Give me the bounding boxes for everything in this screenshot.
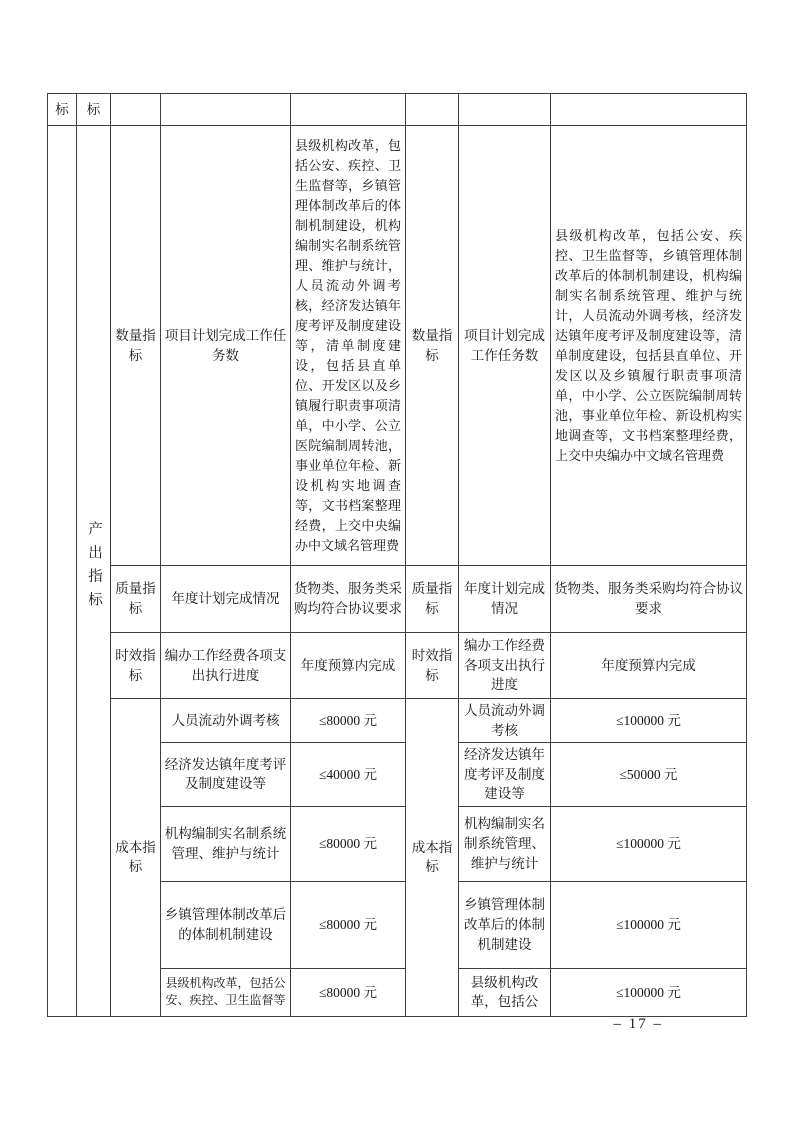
right-quantity-indicator-name: 项目计划完成工作任务数: [459, 126, 551, 566]
empty-header-cell: [111, 94, 161, 126]
left-timeliness-indicator-name: 编办工作经费各项支出执行进度: [161, 633, 291, 699]
right-cost-indicator-name-2: 经济发达镇年度考评及制度建设等: [459, 743, 551, 807]
left-cost-indicator-name-3: 机构编制实名制系统管理、维护与统计: [161, 806, 291, 881]
carryover-header-row: [48, 94, 747, 126]
right-category-cost: 成本指标: [406, 699, 459, 1017]
empty-header-cell: [291, 94, 406, 126]
empty-header-cell: [459, 94, 551, 126]
left-cost-indicator-target-2: ≤40000 元: [291, 743, 406, 807]
output-indicator-vertical-label: 产出指标: [86, 521, 102, 616]
left-cost-indicator-name-4: 乡镇管理体制改革后的体制机制建设: [161, 881, 291, 968]
left-quantity-indicator-target: 县级机构改革，包括公安、疾控、卫生监督等，乡镇管理体制改革后的体制机制建设，机构编制实名制系统管理、维护与统计，人员流动外调考核，经济发达镇年度考评及制度建设等，清单制度建设，包括县直单位、开发区以及乡镇履行职责事项清单，中小学、公立医院编制周转池，事业单位年检、新设机构实地调查等，文书档案整理经费，上交中央编办中文域名管理费: [291, 126, 406, 566]
left-category-quality: 质量指标: [111, 566, 161, 633]
left-quality-indicator-name: 年度计划完成情况: [161, 566, 291, 633]
quality-indicator-row: [48, 566, 747, 633]
performance-indicators-table: [47, 93, 747, 1017]
left-cost-indicator-target-3: ≤80000 元: [291, 806, 406, 881]
left-cost-indicator-target-4: ≤80000 元: [291, 881, 406, 968]
right-quality-indicator-name: 年度计划完成情况: [459, 566, 551, 633]
empty-left-spanner-cell: [48, 126, 77, 1017]
right-cost-indicator-target-3: ≤100000 元: [551, 806, 747, 881]
right-quality-indicator-target: 货物类、服务类采购均符合协议要求: [551, 566, 747, 633]
cost-indicator-row-1: [48, 699, 747, 743]
left-quality-indicator-target: 货物类、服务类采购均符合协议要求: [291, 566, 406, 633]
left-category-quantity: 数量指标: [111, 126, 161, 566]
left-category-timeliness: 时效指标: [111, 633, 161, 699]
right-cost-indicator-target-4: ≤100000 元: [551, 881, 747, 968]
right-category-quantity: 数量指标: [406, 126, 459, 566]
left-cost-indicator-name-2: 经济发达镇年度考评及制度建设等: [161, 743, 291, 807]
right-cost-indicator-name-1: 人员流动外调考核: [459, 699, 551, 743]
left-cost-indicator-name-5: 县级机构改革，包括公安、疾控、卫生监督等: [161, 968, 291, 1016]
right-timeliness-indicator-name: 编办工作经费各项支出执行进度: [459, 633, 551, 699]
page-number: – 17 –: [613, 1016, 663, 1032]
output-indicator-group-cell: [77, 126, 111, 1017]
left-quantity-indicator-name: 项目计划完成工作任务数: [161, 126, 291, 566]
right-cost-indicator-name-4: 乡镇管理体制改革后的体制机制建设: [459, 881, 551, 968]
carryover-header-right-stub: 标: [77, 94, 111, 126]
right-category-quality: 质量指标: [406, 566, 459, 633]
right-cost-indicator-name-3: 机构编制实名制系统管理、维护与统计: [459, 806, 551, 881]
right-quantity-indicator-target: 县级机构改革，包括公安、疾控、卫生监督等，乡镇管理体制改革后的体制机制建设，机构编制实名制系统管理、维护与统计，人员流动外调考核，经济发达镇年度考评及制度建设等，清单制度建设，包括县直单位、开发区以及乡镇履行职责事项清单，中小学、公立医院编制周转池，事业单位年检、新设机构实地调查等，文书档案整理经费，上交中央编办中文域名管理费: [551, 126, 747, 566]
timeliness-indicator-row: [48, 633, 747, 699]
left-timeliness-indicator-target: 年度预算内完成: [291, 633, 406, 699]
quantity-indicator-row: [48, 126, 747, 566]
carryover-header-left-stub: 标: [48, 94, 77, 126]
right-category-timeliness: 时效指标: [406, 633, 459, 699]
right-cost-indicator-target-1: ≤100000 元: [551, 699, 747, 743]
empty-header-cell: [406, 94, 459, 126]
left-cost-indicator-name-1: 人员流动外调考核: [161, 699, 291, 743]
right-timeliness-indicator-target: 年度预算内完成: [551, 633, 747, 699]
right-cost-indicator-name-5: 县级机构改革，包括公: [459, 968, 551, 1016]
right-cost-indicator-target-2: ≤50000 元: [551, 743, 747, 807]
left-cost-indicator-target-1: ≤80000 元: [291, 699, 406, 743]
left-cost-indicator-target-5: ≤80000 元: [291, 968, 406, 1016]
left-category-cost: 成本指标: [111, 699, 161, 1017]
empty-header-cell: [551, 94, 747, 126]
empty-header-cell: [161, 94, 291, 126]
right-cost-indicator-target-5: ≤100000 元: [551, 968, 747, 1016]
